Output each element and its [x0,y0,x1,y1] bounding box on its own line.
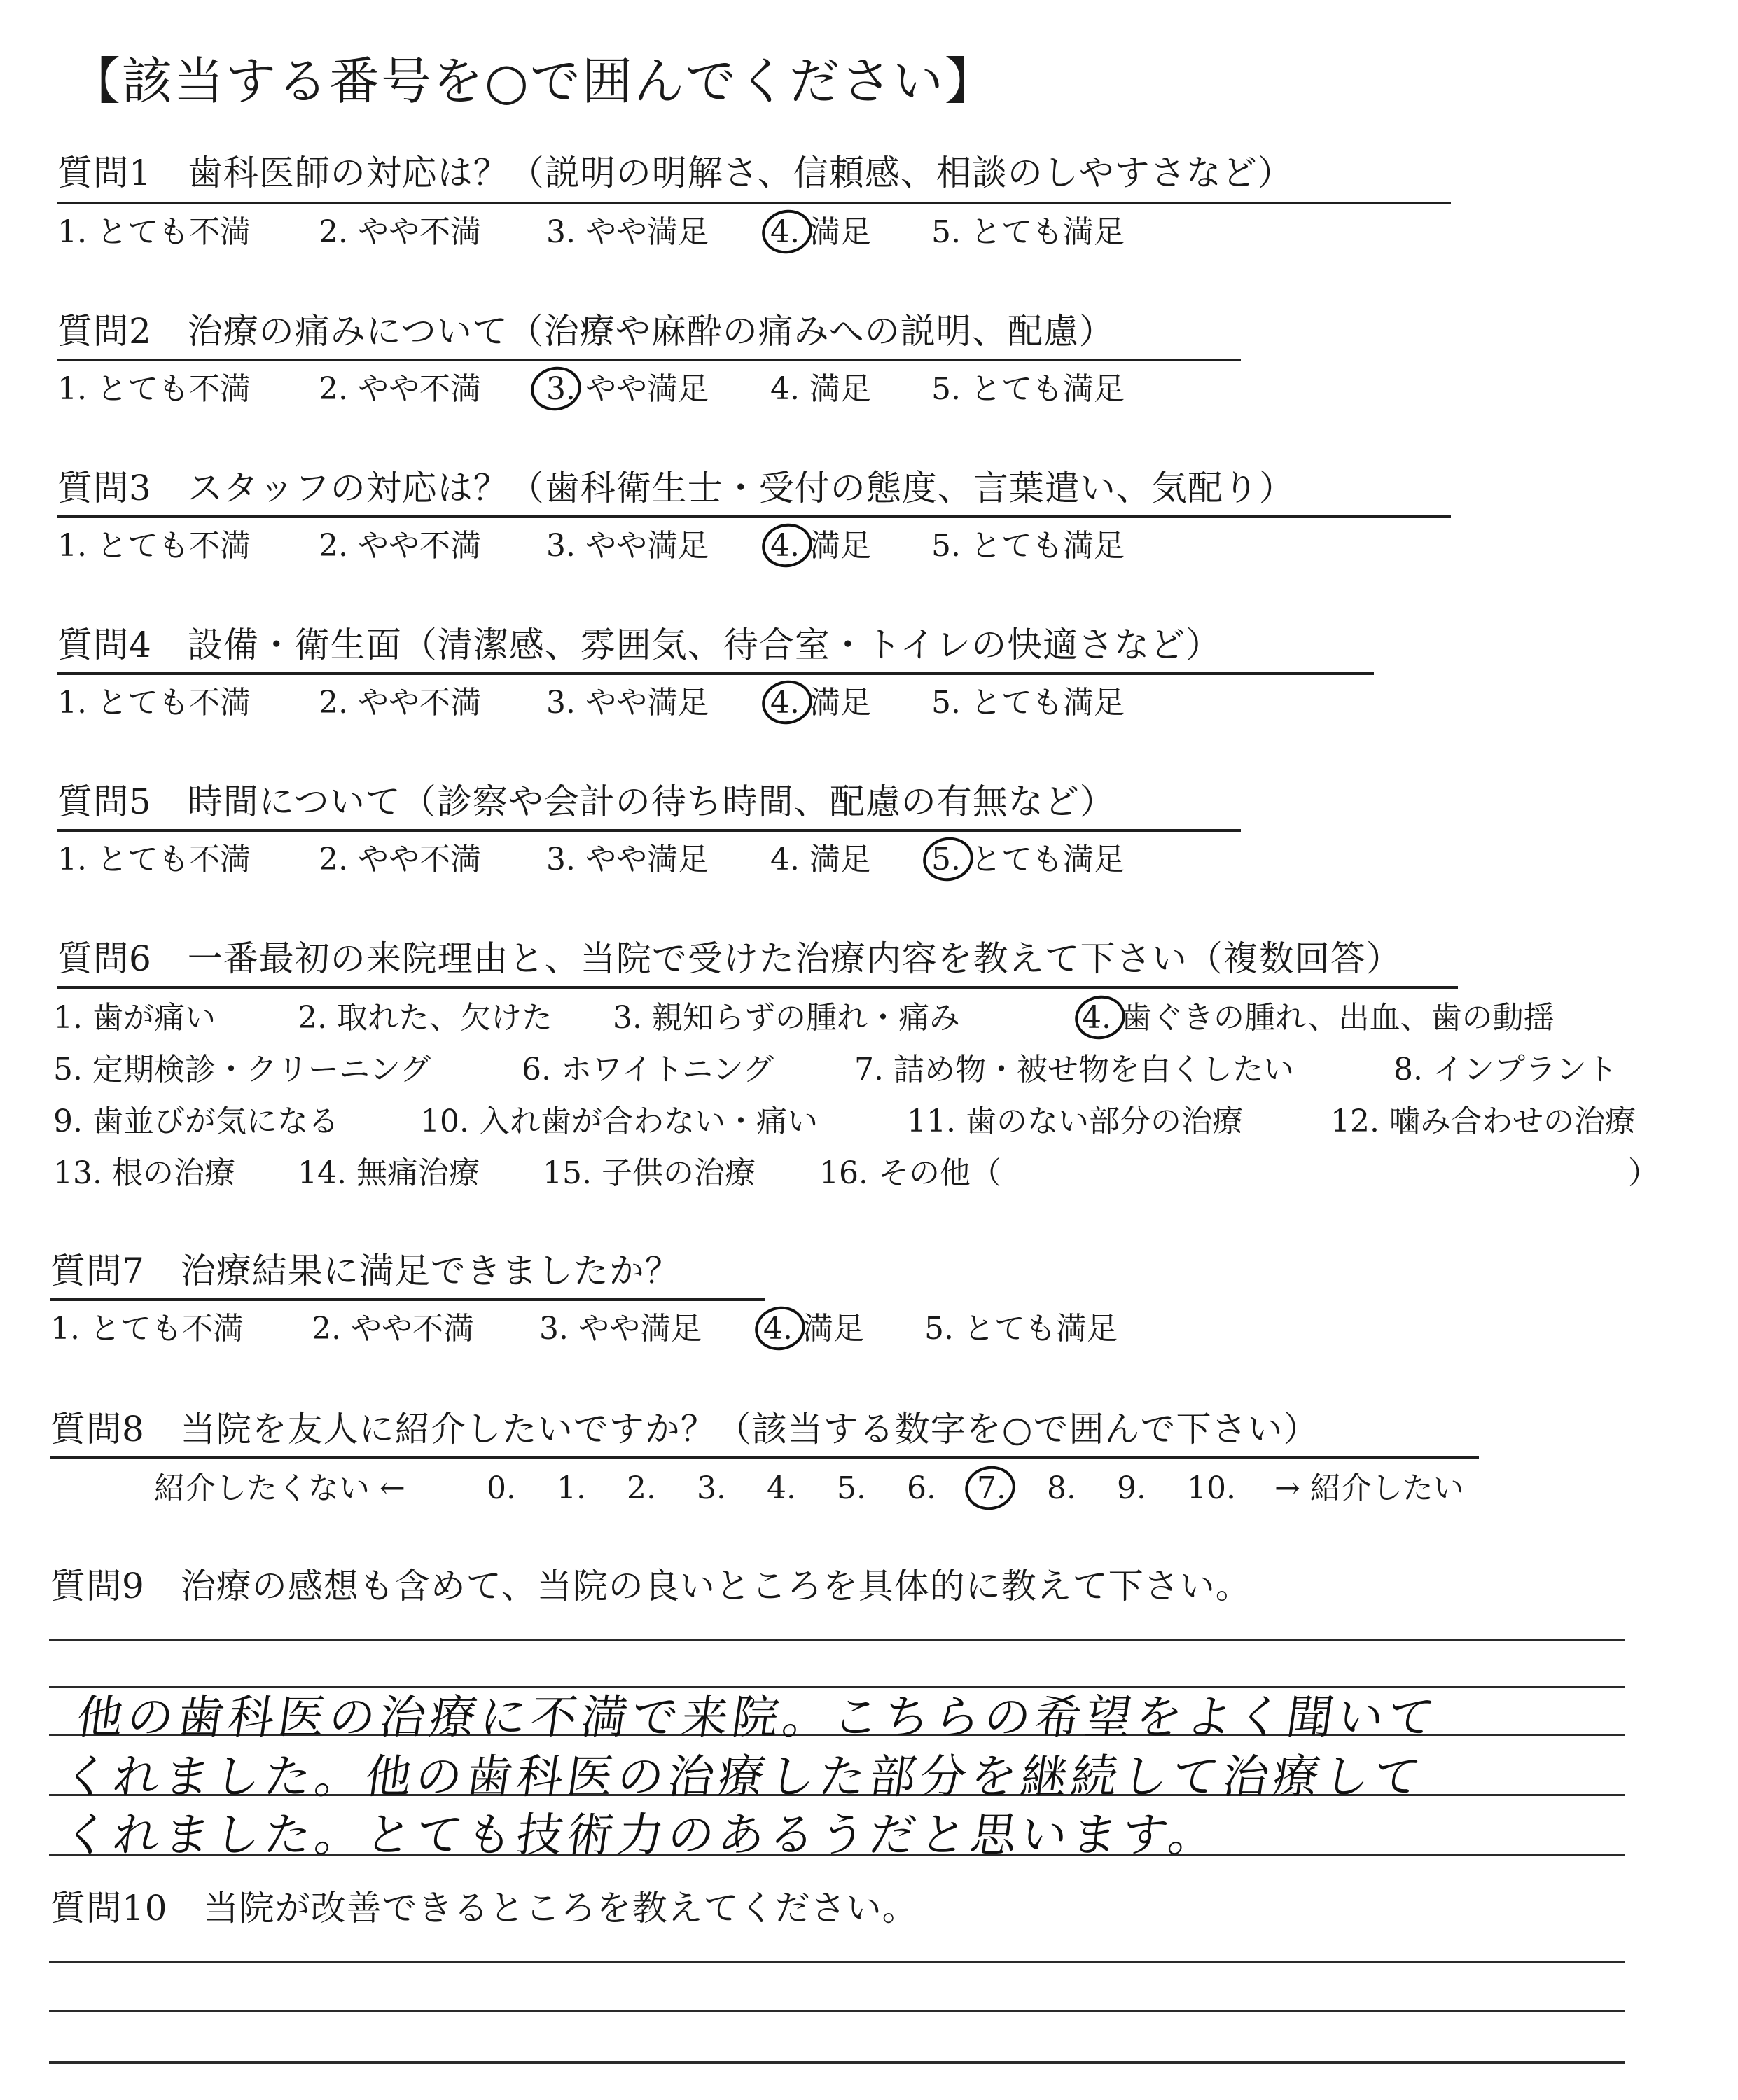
q2-option-4[interactable]: 4. 満足 [770,371,871,407]
q8-scale-0[interactable]: 0. [487,1470,516,1506]
q8-scale-8[interactable]: 8. [1047,1470,1076,1506]
q2-option-3[interactable]: 3. やや満足 [546,371,709,407]
q6-option-9[interactable]: 9. 歯並びが気になる [53,1104,339,1139]
q6-option-3[interactable]: 3. 親知らずの腫れ・痛み [613,1000,960,1036]
q3-option-4[interactable]: 4. 満足 [770,528,871,564]
q6-option-5[interactable]: 5. 定期検診・クリーニング [53,1052,431,1087]
q6-option-2[interactable]: 2. 取れた、欠けた [298,1000,552,1036]
q3-selection-circle [758,519,816,572]
q2-option-2[interactable]: 2. やや不満 [319,371,481,407]
q5-option-1[interactable]: 1. とても不満 [57,842,251,877]
form-heading: 【該当する番号を○で囲んでください】 [70,52,996,111]
question-2-title: 質問2 治療の痛みについて（治療や麻酔の痛みへの説明、配慮） [57,311,1115,352]
q1-option-2[interactable]: 2. やや不満 [319,214,481,250]
q6-option-14[interactable]: 14. 無痛治療 [298,1155,480,1191]
q1-option-3[interactable]: 3. やや満足 [546,214,709,250]
q3-option-5[interactable]: 5. とても満足 [931,528,1125,564]
question-10-title: 質問10 当院が改善できるところを教えてください。 [50,1888,918,1928]
q1-option-5[interactable]: 5. とても満足 [931,214,1125,250]
q2-selection-circle [527,362,585,415]
q6-option-16[interactable]: 16. その他（ [819,1155,1001,1191]
q8-left-label: 紹介したくない ← [154,1470,405,1506]
q6-option-16-close: ） [1628,1155,1659,1191]
q4-option-1[interactable]: 1. とても不満 [57,685,251,721]
q10-answer-rule-2 [49,2010,1625,2012]
question-5-underline [57,829,1241,832]
q1-option-1[interactable]: 1. とても不満 [57,214,251,250]
q9-answer-line-2: くれました。他の歯科医の治療した部分を継続して治療して [59,1750,1428,1804]
q2-option-1[interactable]: 1. とても不満 [57,371,251,407]
q8-scale-1[interactable]: 1. [557,1470,586,1506]
question-7-underline [50,1298,765,1301]
question-9-title: 質問9 治療の感想も含めて、当院の良いところを具体的に教えて下さい。 [50,1566,1251,1606]
question-5-title: 質問5 時間について（診察や会計の待ち時間、配慮の有無など） [57,781,1115,822]
q8-scale-7[interactable]: 7. [977,1470,1006,1506]
q6-option-11[interactable]: 11. 歯のない部分の治療 [907,1104,1243,1139]
question-7-title: 質問7 治療結果に満足できましたか？ [50,1251,681,1291]
q6-selection-circle [1071,991,1129,1044]
question-1-underline [57,202,1451,204]
q9-answer-rule-2 [49,1686,1625,1688]
q7-option-3[interactable]: 3. やや満足 [539,1311,702,1347]
q8-scale-6[interactable]: 6. [907,1470,936,1506]
question-4-underline [57,672,1374,675]
question-6-title: 質問6 一番最初の来院理由と、当院で受けた治療内容を教えて下さい（複数回答） [57,938,1402,979]
q4-option-5[interactable]: 5. とても満足 [931,685,1125,721]
q8-selection-circle [961,1461,1019,1515]
q5-option-4[interactable]: 4. 満足 [770,842,871,877]
question-3-underline [57,515,1451,518]
q10-answer-rule-3 [49,2061,1625,2064]
q8-scale-4[interactable]: 4. [767,1470,796,1506]
q8-scale-10[interactable]: 10. [1187,1470,1236,1506]
q8-right-label: → 紹介したい [1274,1470,1464,1506]
q6-option-4[interactable]: 4. 歯ぐきの腫れ、出血、歯の動揺 [1082,1000,1555,1036]
q5-option-3[interactable]: 3. やや満足 [546,842,709,877]
q4-option-4[interactable]: 4. 満足 [770,685,871,721]
q9-answer-rule-1 [49,1639,1625,1641]
question-8-title: 質問8 当院を友人に紹介したいですか？（該当する数字を○で囲んで下さい） [50,1409,1319,1449]
q6-option-8[interactable]: 8. インプラント [1393,1052,1618,1087]
question-1-title: 質問1 歯科医師の対応は？（説明の明解さ、信頼感、相談のしやすさなど） [57,153,1293,193]
question-2-underline [57,359,1241,361]
q6-option-15[interactable]: 15. 子供の治療 [543,1155,756,1191]
q9-answer-line-1: 他の歯科医の治療に不満で来院。こちらの希望をよく聞いて [73,1690,1442,1744]
question-8-underline [50,1456,1479,1459]
q10-answer-rule-1 [49,1961,1625,1963]
q6-option-10[interactable]: 10. 入れ歯が合わない・痛い [420,1104,818,1139]
q8-scale-9[interactable]: 9. [1117,1470,1146,1506]
q6-option-7[interactable]: 7. 詰め物・被せ物を白くしたい [854,1052,1294,1087]
q3-option-1[interactable]: 1. とても不満 [57,528,251,564]
q7-option-2[interactable]: 2. やや不満 [312,1311,474,1347]
q8-scale-2[interactable]: 2. [627,1470,656,1506]
q8-scale-3[interactable]: 3. [697,1470,726,1506]
q6-option-12[interactable]: 12. 噛み合わせの治療 [1330,1104,1636,1139]
q3-option-2[interactable]: 2. やや不満 [319,528,481,564]
q4-option-2[interactable]: 2. やや不満 [319,685,481,721]
q7-selection-circle [751,1302,809,1355]
q1-option-4[interactable]: 4. 満足 [770,214,871,250]
q9-answer-line-3: くれました。とても技術力のあるうだと思います。 [59,1808,1223,1862]
q2-option-5[interactable]: 5. とても満足 [931,371,1125,407]
q7-option-5[interactable]: 5. とても満足 [924,1311,1118,1347]
q8-scale-5[interactable]: 5. [837,1470,866,1506]
q1-selection-circle [758,205,816,258]
q5-selection-circle [919,833,977,886]
q7-option-1[interactable]: 1. とても不満 [50,1311,244,1347]
question-6-underline [57,986,1458,989]
q4-option-3[interactable]: 3. やや満足 [546,685,709,721]
q6-option-13[interactable]: 13. 根の治療 [53,1155,235,1191]
question-4-title: 質問4 設備・衛生面（清潔感、雰囲気、待合室・トイレの快適さなど） [57,625,1222,665]
q6-option-6[interactable]: 6. ホワイトニング [522,1052,774,1087]
q5-option-5[interactable]: 5. とても満足 [931,842,1125,877]
question-3-title: 質問3 スタッフの対応は？（歯科衛生士・受付の態度、言葉遣い、気配り） [57,468,1295,508]
q7-option-4[interactable]: 4. 満足 [763,1311,864,1347]
q6-option-1[interactable]: 1. 歯が痛い [53,1000,216,1036]
q5-option-2[interactable]: 2. やや不満 [319,842,481,877]
q3-option-3[interactable]: 3. やや満足 [546,528,709,564]
q4-selection-circle [758,676,816,729]
